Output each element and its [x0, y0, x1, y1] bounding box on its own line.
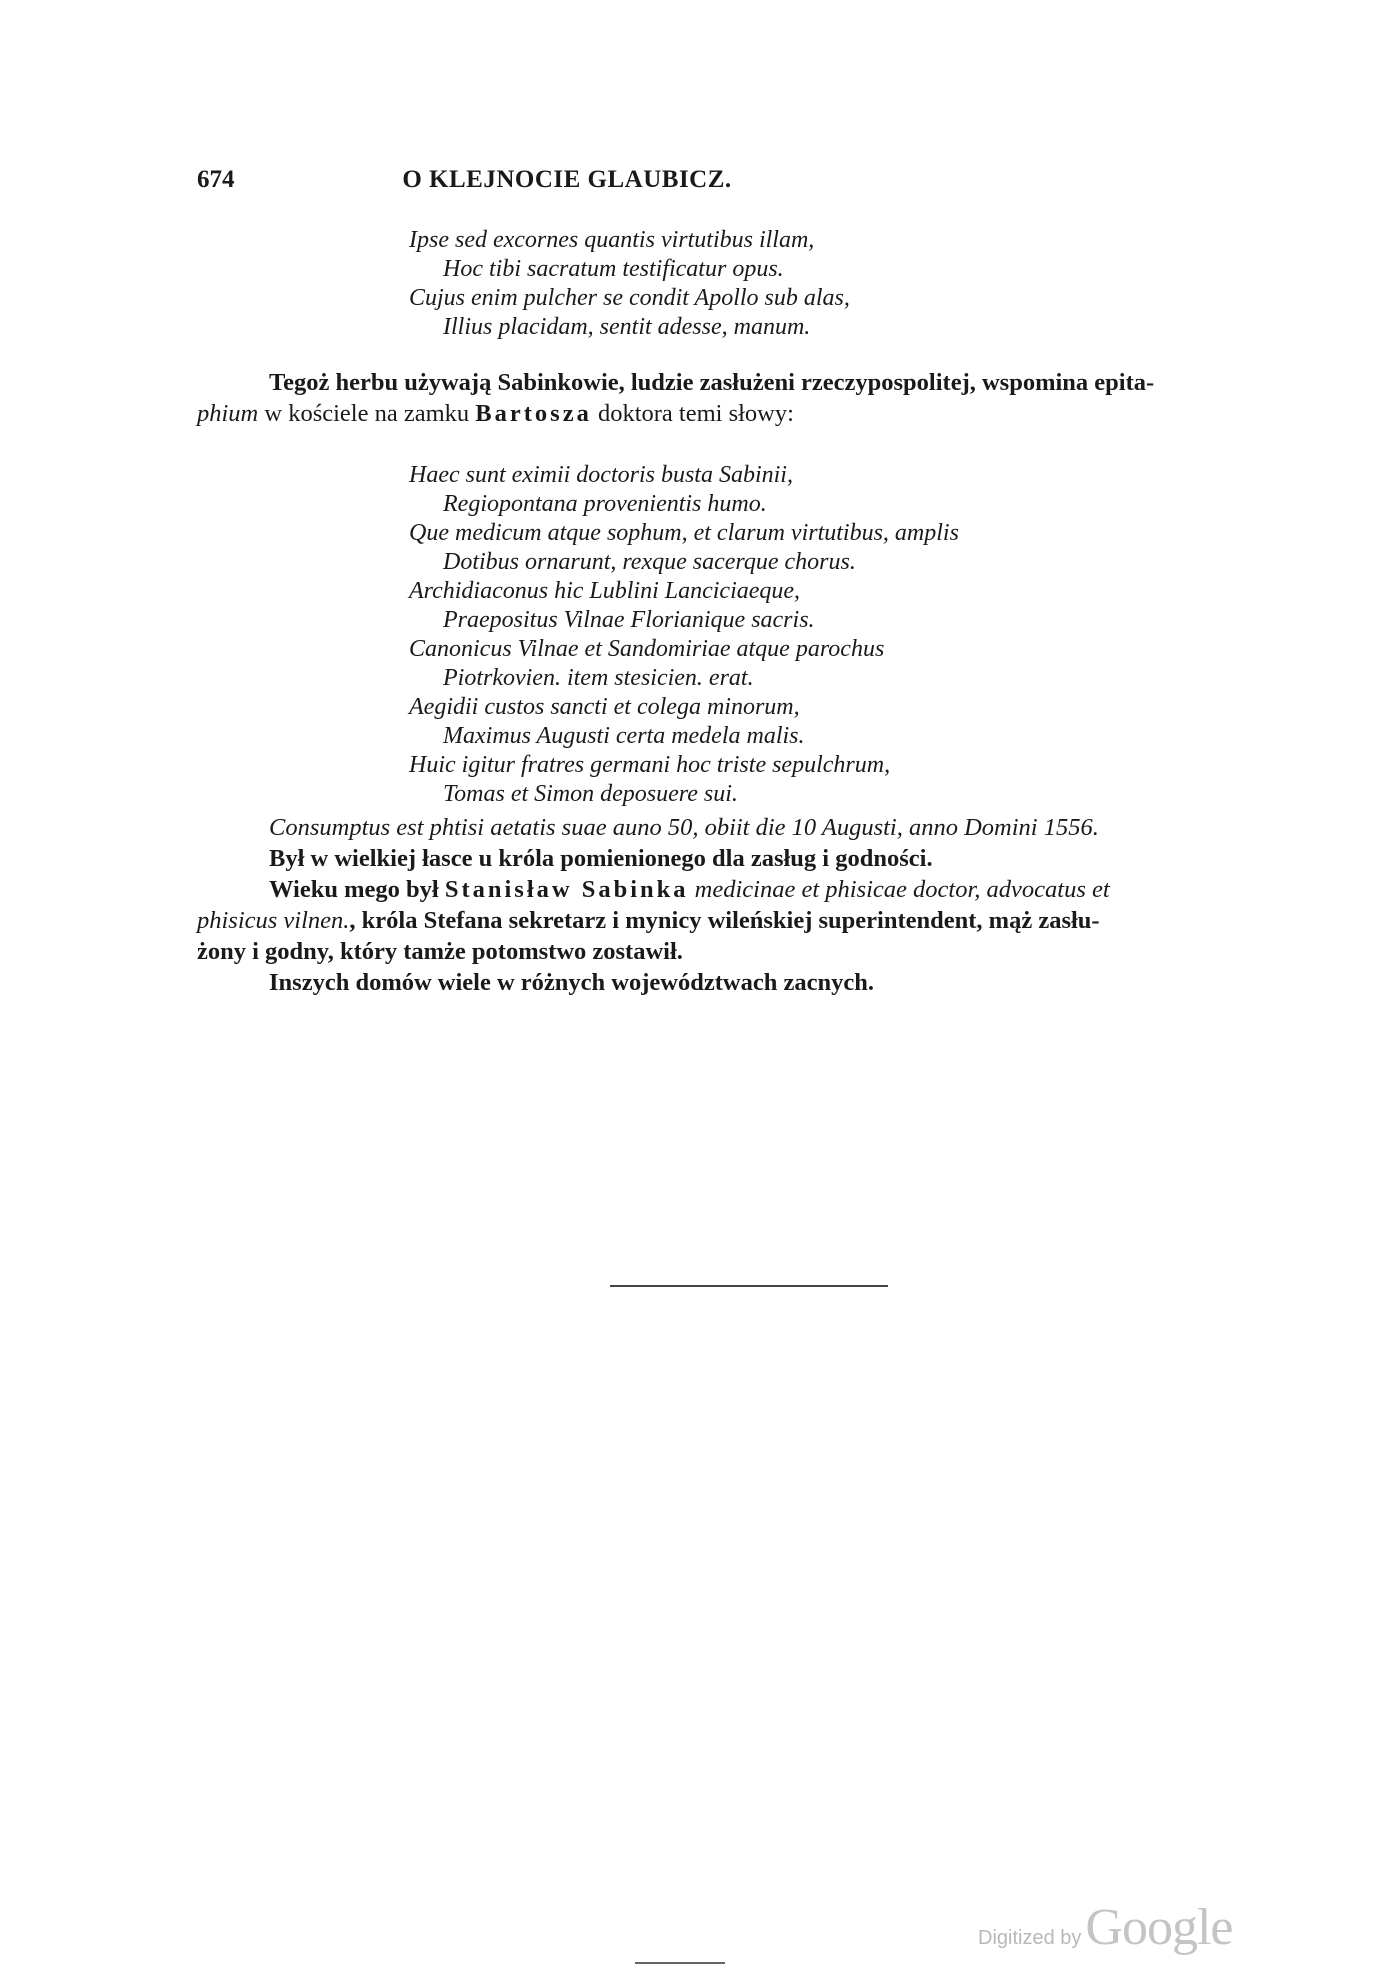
verse-line: Piotrkovien. item stesicien. erat. [443, 665, 754, 691]
italic-text: phisicus vilnen. [197, 907, 350, 934]
verse-line: Huic igitur fratres germani hoc triste sepulchrum, [409, 752, 891, 778]
paragraph-text: w kościele na zamku [258, 400, 476, 427]
paragraph-text: doktora temi słowy: [591, 400, 794, 427]
running-title: O KLEJNOCIE GLAUBICZ. [402, 166, 732, 193]
paragraph-line [197, 398, 1312, 429]
paragraph-line [197, 905, 1312, 936]
paragraph-line [197, 367, 1312, 398]
verse-line: Haec sunt eximii doctoris busta Sabinii, [409, 462, 793, 488]
verse-line: Illius placidam, sentit adesse, manum. [443, 314, 811, 340]
spaced-name: Stanisław Sabinka [444, 876, 689, 903]
verse-line: Praepositus Vilnae Florianique sacris. [443, 607, 815, 633]
page-number: 674 [197, 166, 235, 193]
verse-line: Regiopontana provenientis humo. [443, 491, 767, 517]
google-watermark [978, 1898, 1232, 1957]
paragraph-sabinkowie [197, 367, 1312, 429]
paragraph-text: Wieku mego był [269, 876, 445, 903]
paragraph-closing [197, 812, 1312, 998]
italic-text: medicinae et phisicae doctor, advocatus et [688, 876, 1110, 903]
paragraph-line: Consumptus est phtisi aetatis suae auno 50, obiit die 10 Augusti, anno Domini 1556. [269, 814, 1099, 841]
verse-line: Hoc tibi sacratum testificatur opus. [443, 256, 784, 282]
bottom-mark [635, 1962, 725, 1964]
page-header [197, 166, 937, 206]
verse-line: Aegidii custos sancti et colega minorum, [409, 694, 800, 720]
verse-block-epitaph [409, 461, 959, 809]
spaced-name: Bartosza [475, 400, 592, 427]
digitized-by-text: Digitized by [978, 1927, 1082, 1949]
paragraph-line: Inszych domów wiele w różnych województwach zacnych. [269, 969, 874, 996]
paragraph-line: żony i godny, który tamże potomstwo zostawił. [197, 938, 683, 965]
paragraph-text: Tegoż herbu używają Sabinkowie, ludzie zasłużeni rzeczypospolitej, wspomina epita- [269, 369, 1155, 396]
verse-line: Cujus enim pulcher se condit Apollo sub alas, [409, 285, 850, 311]
verse-block-1 [409, 226, 850, 342]
paragraph-text: , króla Stefana sekretarz i mynicy wileńskiej superintendent, mąż zasłu- [349, 907, 1100, 934]
paragraph-line: Był w wielkiej łasce u króla pomienionego dla zasług i godności. [269, 845, 933, 872]
verse-line: Que medicum atque sophum, et clarum virtutibus, amplis [409, 520, 959, 546]
verse-line: Dotibus ornarunt, rexque sacerque chorus. [443, 549, 856, 575]
section-divider [610, 1285, 888, 1287]
verse-line: Canonicus Vilnae et Sandomiriae atque parochus [409, 636, 885, 662]
verse-line: Archidiaconus hic Lublini Lanciciaeque, [409, 578, 801, 604]
verse-line: Maximus Augusti certa medela malis. [443, 723, 805, 749]
google-logo: Google [1085, 1899, 1233, 1956]
italic-text: phium [197, 400, 259, 427]
verse-line: Tomas et Simon deposuere sui. [443, 781, 738, 807]
paragraph-line [197, 874, 1312, 905]
verse-line: Ipse sed excornes quantis virtutibus illam, [409, 227, 815, 253]
